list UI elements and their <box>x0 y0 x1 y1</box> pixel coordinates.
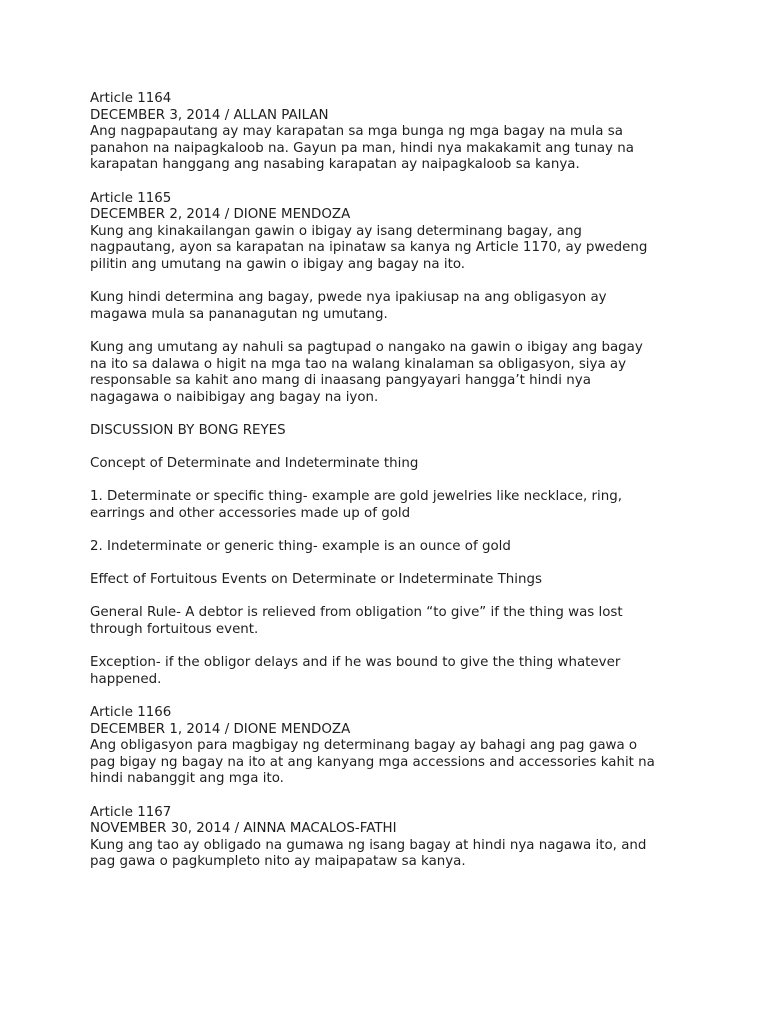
body-line: magawa mula sa pananagutan ng umutang. <box>90 306 388 322</box>
body-line: Ang obligasyon para magbigay ng determinang bagay ay bahagi ang pag gawa o <box>90 738 638 754</box>
body-line: Kung ang umutang ay nahuli sa pagtupad o nangako na gawin o ibigay ang bagay <box>90 339 643 355</box>
list-item <box>90 489 690 522</box>
article-byline: DECEMBER 3, 2014 / ALLAN PAILAN <box>90 107 329 123</box>
body-line: Effect of Fortuitous Events on Determinate or Indeterminate Things <box>90 572 542 588</box>
article-byline: DECEMBER 2, 2014 / DIONE MENDOZA <box>90 207 351 223</box>
paragraph <box>90 605 690 638</box>
body-line: Kung hindi determina ang bagay, pwede nya ipakiusap na ang obligasyon ay <box>90 290 607 306</box>
article-byline: DECEMBER 1, 2014 / DIONE MENDOZA <box>90 721 351 737</box>
paragraph <box>90 456 690 473</box>
article-1167-block <box>90 805 690 871</box>
body-line: karapatan hanggang ang nasabing karapatan ay naipagkaloob sa kanya. <box>90 157 580 173</box>
document-page <box>90 91 690 888</box>
body-line: hindi nabanggit ang mga ito. <box>90 771 284 787</box>
article-1164-block <box>90 91 690 174</box>
article-1166-block <box>90 705 690 788</box>
body-line: Kung ang tao ay obligado na gumawa ng isang bagay at hindi nya nagawa ito, and <box>90 837 647 853</box>
paragraph <box>90 572 690 589</box>
body-line: pag bigay ng bagay na ito at ang kanyang mga accessions and accessories kahit na <box>90 754 655 770</box>
paragraph <box>90 290 690 323</box>
body-line: panahon na naipagkaloob na. Gayun pa man, hindi nya makakamit ang tunay na <box>90 140 634 156</box>
discussion-heading <box>90 423 690 440</box>
body-line: happened. <box>90 671 162 687</box>
list-item <box>90 539 690 556</box>
body-line: 2. Indeterminate or generic thing- example is an ounce of gold <box>90 539 511 555</box>
body-line: 1. Determinate or specific thing- example are gold jewelries like necklace, ring, <box>90 489 622 505</box>
article-heading: Article 1167 <box>90 804 172 820</box>
article-1165-block <box>90 191 690 274</box>
body-line: Exception- if the obligor delays and if he was bound to give the thing whatever <box>90 655 621 671</box>
body-line: pag gawa o pagkumpleto nito ay maipapataw sa kanya. <box>90 854 466 870</box>
body-line: through fortuitous event. <box>90 622 259 637</box>
body-line: Ang nagpapautang ay may karapatan sa mga bunga ng mga bagay na mula sa <box>90 124 623 140</box>
body-line: responsable sa kahit ano mang di inaasang pangyayari hangga’t hindi nya <box>90 373 591 389</box>
body-line: Concept of Determinate and Indeterminate thing <box>90 456 419 472</box>
article-heading: Article 1164 <box>90 91 172 106</box>
body-line: General Rule- A debtor is relieved from obligation “to give” if the thing was lost <box>90 605 623 621</box>
body-line: Kung ang kinakailangan gawin o ibigay ay isang determinang bagay, ang <box>90 223 582 239</box>
paragraph <box>90 340 690 406</box>
article-heading: Article 1166 <box>90 704 172 720</box>
paragraph <box>90 655 690 688</box>
body-line: earrings and other accessories made up of gold <box>90 505 411 521</box>
article-heading: Article 1165 <box>90 190 172 206</box>
body-line: nagagawa o naibibigay ang bagay na iyon. <box>90 389 379 405</box>
body-line: nagpautang, ayon sa karapatan na ipinataw sa kanya ng Article 1170, ay pwedeng <box>90 240 648 256</box>
body-line: na ito sa dalawa o higit na mga tao na walang kinalaman sa obligasyon, siya ay <box>90 356 627 372</box>
body-line: pilitin ang umutang na gawin o ibigay ang bagay na ito. <box>90 256 466 272</box>
article-byline: NOVEMBER 30, 2014 / AINNA MACALOS-FATHI <box>90 821 397 837</box>
section-heading: DISCUSSION BY BONG REYES <box>90 422 286 438</box>
